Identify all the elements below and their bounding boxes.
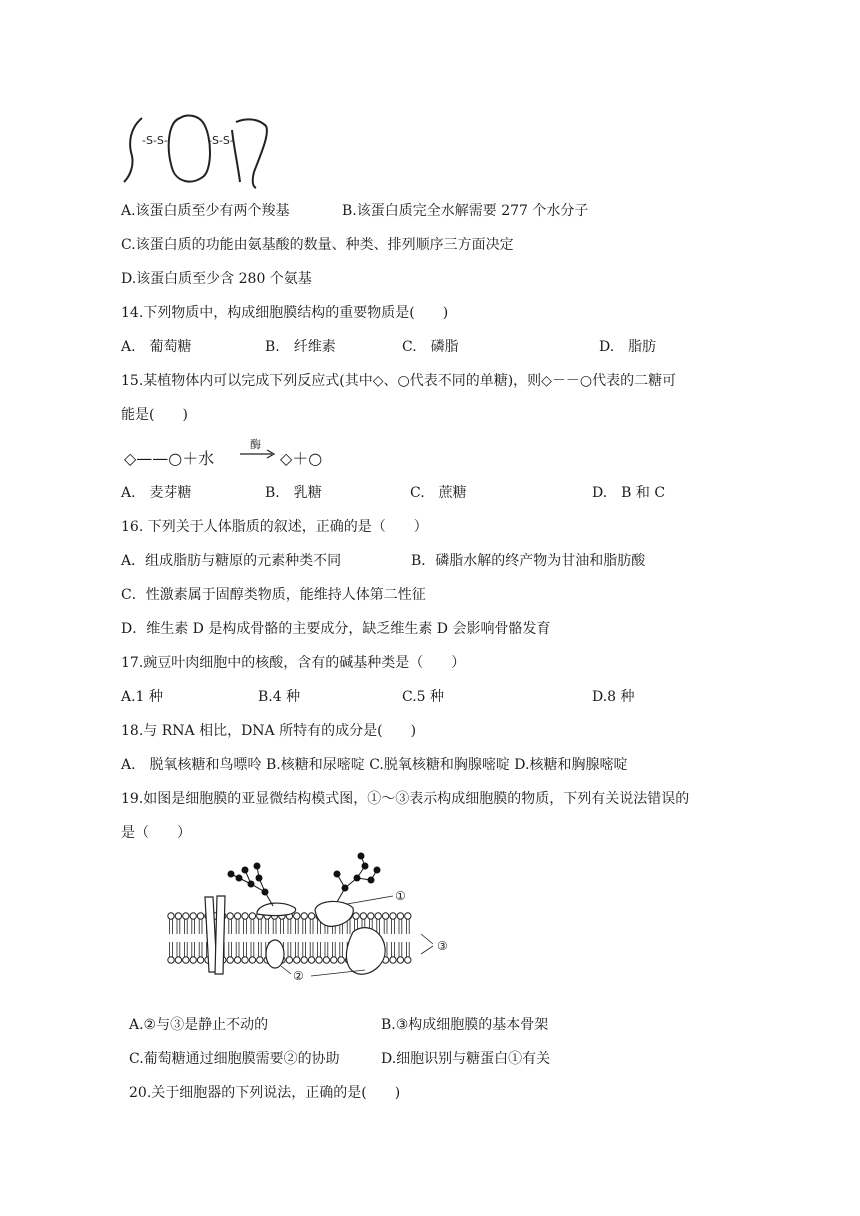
phospholipid-head <box>294 913 300 919</box>
phospholipid-head <box>390 957 396 963</box>
q17-stem: 17.豌豆叶肉细胞中的核酸，含有的碱基种类是（ ） <box>121 655 466 671</box>
phospholipid-head <box>242 913 248 919</box>
cell-membrane-figure <box>165 852 475 984</box>
phospholipid-head <box>390 913 396 919</box>
q18-stem: 18.与 RNA 相比，DNA 所特有的成分是( ) <box>121 723 417 739</box>
q16-option-b: B．磷脂水解的终产物为甘油和脂肪酸 <box>411 553 646 569</box>
phospholipid-head <box>286 957 292 963</box>
q17-option-b: B.4 种 <box>258 689 301 705</box>
phospholipid-head <box>175 957 181 963</box>
phospholipid-head <box>168 957 174 963</box>
phospholipid-head <box>197 957 203 963</box>
q16-option-d: D．维生素 D 是构成骨骼的主要成分，缺乏维生素 D 会影响骨骼发育 <box>121 621 551 637</box>
phospholipid-head <box>234 913 240 919</box>
q15-option-c: C. 蔗糖 <box>410 485 467 501</box>
phospholipid-head <box>301 913 307 919</box>
q19-option-b: B.③构成细胞膜的基本骨架 <box>381 1017 549 1033</box>
q19-option-a: A.②与③是静止不动的 <box>129 1017 269 1033</box>
q14-option-c: C. 磷脂 <box>402 339 459 355</box>
q13-option-a: A.该蛋白质至少有两个羧基 <box>121 203 290 219</box>
phospholipid-head <box>249 913 255 919</box>
q14-option-d: D. 脂肪 <box>599 339 657 355</box>
phospholipid-head <box>308 913 314 919</box>
phospholipid-head <box>227 913 233 919</box>
phospholipid-head <box>360 913 366 919</box>
phospholipid-head <box>405 913 411 919</box>
phospholipid-head <box>368 913 374 919</box>
label-protein-2: ② <box>293 969 304 983</box>
phospholipid-head <box>331 957 337 963</box>
q14-option-a: A. 葡萄糖 <box>121 339 192 355</box>
q17-option-a: A.1 种 <box>121 689 163 705</box>
q13-option-b: B.该蛋白质完全水解需要 277 个水分子 <box>342 203 589 219</box>
phospholipid-head <box>353 913 359 919</box>
reaction-arrow <box>240 446 276 462</box>
reaction-products: ◇＋○ <box>280 449 323 468</box>
phospholipid-head <box>308 957 314 963</box>
phospholipid-head <box>397 957 403 963</box>
phospholipid-head <box>338 957 344 963</box>
q14-option-b: B. 纤维素 <box>265 339 336 355</box>
phospholipid-head <box>175 913 181 919</box>
q15-option-b: B. 乳糖 <box>265 485 322 501</box>
phospholipid-head <box>190 957 196 963</box>
q16-stem: 16. 下列关于人体脂质的叙述，正确的是（ ） <box>121 519 428 535</box>
label-glycoprotein-1: ① <box>395 889 406 903</box>
q20-stem: 20.关于细胞器的下列说法，正确的是( ) <box>129 1085 401 1101</box>
phospholipid-head <box>301 957 307 963</box>
phospholipid-head <box>375 913 381 919</box>
phospholipid-head <box>227 957 233 963</box>
phospholipid-head <box>168 913 174 919</box>
phospholipid-head <box>190 913 196 919</box>
q16-option-a: A．组成脂肪与糖原的元素种类不同 <box>121 553 342 569</box>
q19-stem-line2: 是（ ） <box>121 825 191 841</box>
reaction-reactants: ◇——○＋水 <box>124 449 215 468</box>
q16-option-c: C．性激素属于固醇类物质，能维持人体第二性征 <box>121 587 426 603</box>
enzyme-label: 酶 <box>250 438 261 451</box>
phospholipid-head <box>183 913 189 919</box>
phospholipid-head <box>323 957 329 963</box>
phospholipid-head <box>294 957 300 963</box>
q15-stem-line2: 能是( ) <box>121 407 188 423</box>
disulfide-bond-label: -S-S- <box>208 134 234 147</box>
q17-option-c: C.5 种 <box>402 689 445 705</box>
phospholipid-head <box>257 957 263 963</box>
phospholipid-head <box>249 957 255 963</box>
q18-options: A. 脱氧核糖和鸟嘌呤 B.核糖和尿嘧啶 C.脱氧核糖和胸腺嘧啶 D.核糖和胸腺嘧啶 <box>121 757 628 773</box>
q15-option-a: A. 麦芽糖 <box>121 485 192 501</box>
q17-option-d: D.8 种 <box>592 689 635 705</box>
label-phospholipid-3: ③ <box>437 939 448 953</box>
q15-option-d: D. B 和 C <box>592 485 666 501</box>
phospholipid-head <box>197 913 203 919</box>
q13-option-c: C.该蛋白质的功能由氨基酸的数量、种类、排列顺序三方面决定 <box>121 237 514 253</box>
phospholipid-head <box>316 957 322 963</box>
q19-stem-line1: 19.如图是细胞膜的亚显微结构模式图，①～③表示构成细胞膜的物质，下列有关说法错误的 <box>121 791 690 807</box>
protein-structure-figure <box>120 108 280 190</box>
phospholipid-head <box>234 957 240 963</box>
disulfide-bond-label: -S-S- <box>142 134 168 147</box>
q19-option-d: D.细胞识别与糖蛋白①有关 <box>381 1051 551 1067</box>
phospholipid-head <box>397 913 403 919</box>
q15-stem-line1: 15.某植物体内可以完成下列反应式(其中◇、○代表不同的单糖)，则◇－－○代表的二糖可 <box>121 373 677 389</box>
phospholipid-head <box>405 957 411 963</box>
q19-option-c: C.葡萄糖通过细胞膜需要②的协助 <box>129 1051 340 1067</box>
phospholipid-head <box>183 957 189 963</box>
phospholipid-head <box>382 913 388 919</box>
q14-stem: 14.下列物质中，构成细胞膜结构的重要物质是( ) <box>121 305 449 321</box>
phospholipid-head <box>242 957 248 963</box>
q13-option-d: D.该蛋白质至少含 280 个氨基 <box>121 271 312 287</box>
